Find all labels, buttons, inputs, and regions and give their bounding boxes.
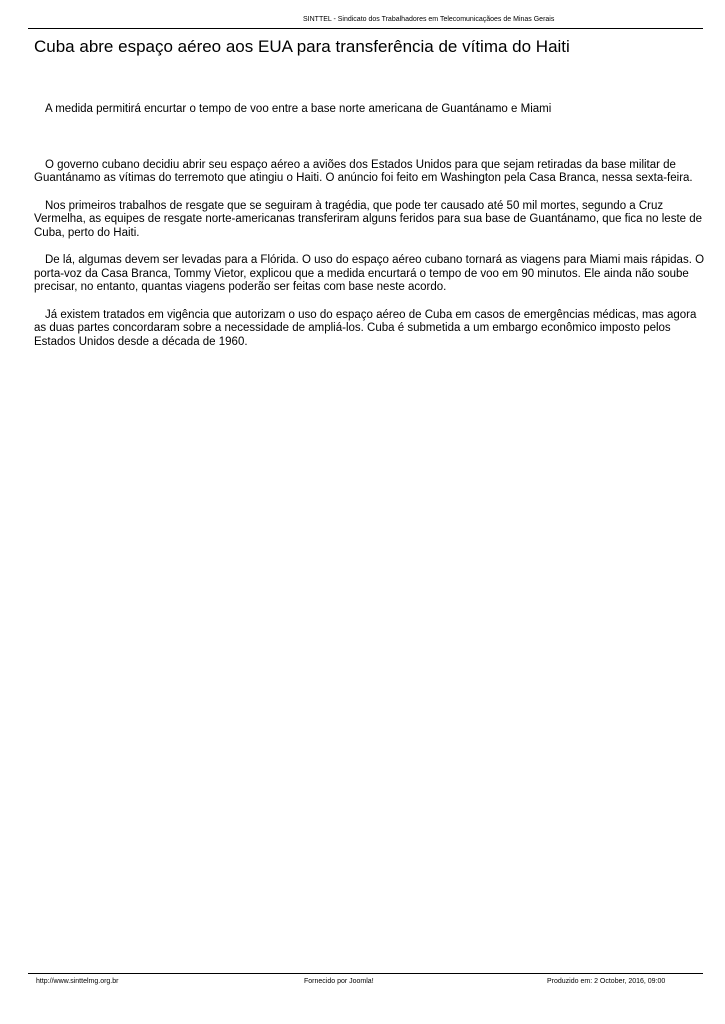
footer-powered-by: Fornecido por Joomla! (304, 978, 374, 985)
footer-divider (28, 973, 703, 974)
footer-url-link[interactable]: http://www.sinttelmg.org.br (36, 978, 119, 985)
header-divider (28, 28, 703, 29)
site-name: SINTTEL - Sindicato dos Trabalhadores em Telecomunicaçãoes de Minas Gerais (303, 16, 555, 23)
footer-produced-date: Produzido em: 2 October, 2016, 09:00 (547, 978, 666, 985)
article-body (34, 103, 709, 363)
article-paragraph: O governo cubano decidiu abrir seu espaço aéreo a aviões dos Estados Unidos para que sejam retiradas da base militar de Guantánamo as vítimas do terremoto que atingiu o Haiti. O anúncio foi feito em Washington pela Casa Branca, nessa sexta-feira. (34, 158, 693, 184)
article-title: Cuba abre espaço aéreo aos EUA para transferência de vítima do Haiti (34, 37, 570, 56)
article-paragraph: De lá, algumas devem ser levadas para a Flórida. O uso do espaço aéreo cubano tornará as viagens para Miami mais rápidas. O porta-voz da Casa Branca, Tommy Vietor, explicou que a medida encurtará o tempo de voo em 90 minutos. Ele ainda não soube precisar, no entanto, quantas viagens poderão ser feitas com base neste acordo. (34, 254, 705, 293)
article-lead: A medida permitirá encurtar o tempo de voo entre a base norte americana de Guantánamo e Miami (45, 103, 552, 115)
page-footer (0, 973, 725, 989)
article-paragraph: Nos primeiros trabalhos de resgate que se seguiram à tragédia, que pode ter causado até 50 mil mortes, segundo a Cruz Vermelha, as equipes de resgate norte-americanas transferiram alguns feridos para sua base de Guantánamo, que fica no leste de Cuba, perto do Haiti. (34, 199, 703, 239)
article-paragraph: Já existem tratados em vigência que autorizam o uso do espaço aéreo de Cuba em casos de emergências médicas, mas agora as duas partes concordaram sobre a necessidade de ampliá-los. Cuba é submetida a um embargo econômico imposto pelos Estados Unidos desde a década de 1960. (34, 308, 697, 348)
